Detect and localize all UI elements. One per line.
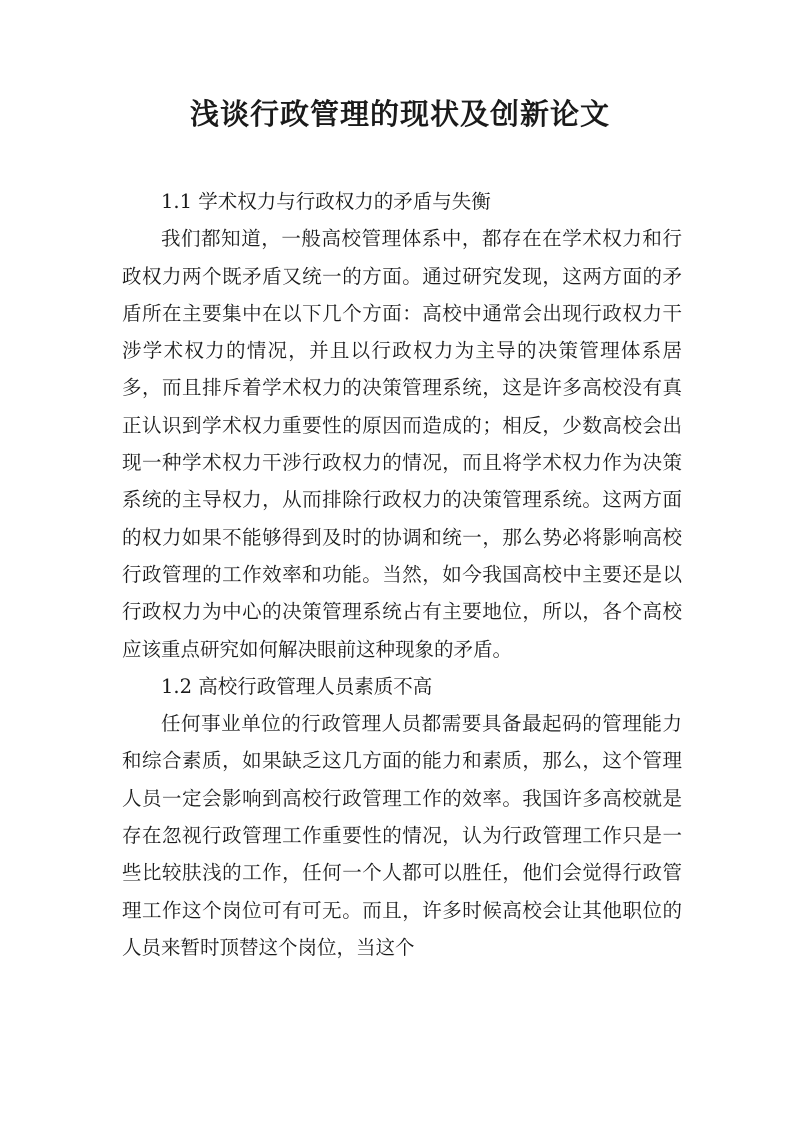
document-title: 浅谈行政管理的现状及创新论文 xyxy=(189,97,610,131)
document-body xyxy=(122,183,682,966)
body-paragraph-2: 任何事业单位的行政管理人员都需要具备最起码的管理能力和综合素质，如果缺乏这几方面的能力和素质，那么，这个管理人员一定会影响到高校行政管理工作的效率。我国许多高校就是存在忽视行政管理工作重要性的情况，认为行政管理工作只是一些比较肤浅的工作，任何一个人都可以胜任，他们会觉得行政管理工作这个岗位可有可无。而且，许多时候高校会让其他职位的人员来暂时顶替这个岗位，当这个 xyxy=(122,712,682,959)
section-heading-1-2: 1.2 高校行政管理人员素质不高 xyxy=(161,674,433,698)
body-paragraph-1: 我们都知道，一般高校管理体系中，都存在在学术权力和行政权力两个既矛盾又统一的方面。通过研究发现，这两方面的矛盾所在主要集中在以下几个方面：高校中通常会出现行政权力干涉学术权力的情况，并且以行政权力为主导的决策管理体系居多，而且排斥着学术权力的决策管理系统，这是许多高校没有真正认识到学术权力重要性的原因而造成的；相反，少数高校会出现一种学术权力干涉行政权力的情况，而且将学术权力作为决策系统的主导权力，从而排除行政权力的决策管理系统。这两方面的权力如果不能够得到及时的协调和统一，那么势必将影响高校行政管理的工作效率和功能。当然，如今我国高校中主要还是以行政权力为中心的决策管理系统占有主要地位，所以，各个高校应该重点研究如何解决眼前这种现象的矛盾。 xyxy=(122,227,682,661)
section-heading-1-1: 1.1 学术权力与行政权力的矛盾与失衡 xyxy=(161,190,491,213)
